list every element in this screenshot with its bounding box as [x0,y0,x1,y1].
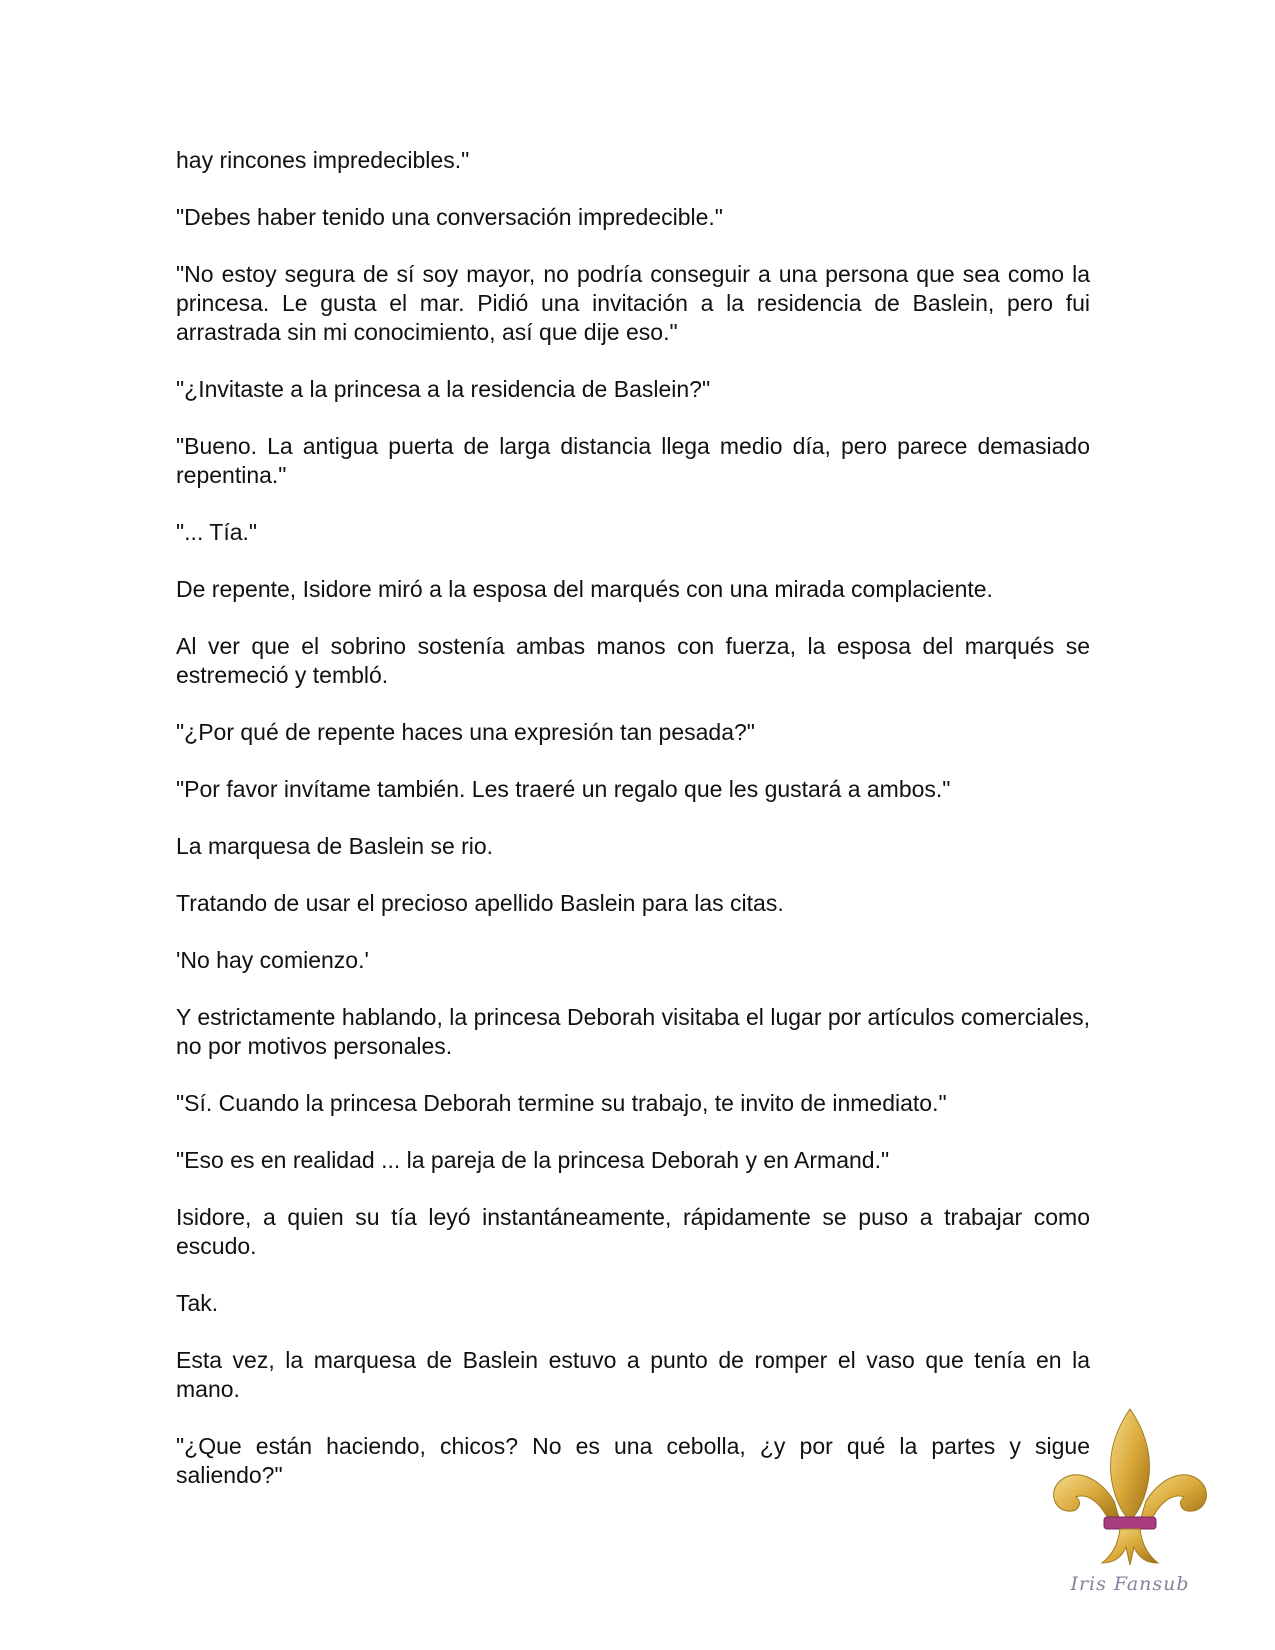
paragraph: "Sí. Cuando la princesa Deborah termine su trabajo, te invito de inmediato." [176,1090,947,1116]
fleur-de-lis-icon [1050,1405,1210,1575]
paragraph: Esta vez, la marquesa de Baslein estuvo a punto de romper el vaso que tenía en la mano. [176,1347,1090,1402]
paragraph: La marquesa de Baslein se rio. [176,833,494,859]
paragraph: "¿Que están haciendo, chicos? No es una cebolla, ¿y por qué la partes y sigue saliendo?" [176,1433,1090,1488]
paragraph: Tratando de usar el precioso apellido Baslein para las citas. [176,890,784,916]
paragraph: "Bueno. La antigua puerta de larga distancia llega medio día, pero parece demasiado repentina." [176,433,1090,488]
paragraph: De repente, Isidore miró a la esposa del marqués con una mirada complaciente. [176,576,993,602]
paragraph: "Debes haber tenido una conversación impredecible." [176,204,723,230]
paragraph: "¿Invitaste a la princesa a la residencia de Baslein?" [176,376,711,402]
paragraph: "¿Por qué de repente haces una expresión tan pesada?" [176,719,755,745]
watermark-logo [1050,1405,1210,1605]
paragraph: Tak. [176,1290,219,1316]
paragraph: "Eso es en realidad ... la pareja de la princesa Deborah y en Armand." [176,1147,890,1173]
paragraph: "No estoy segura de sí soy mayor, no podría conseguir a una persona que sea como la princesa. Le gusta el mar. Pidió una invitación a la residencia de Baslein, pero fui arrastrada sin mi conocimiento, así que dije eso." [176,261,1090,345]
paragraph: hay rincones impredecibles." [176,147,470,173]
document-body [176,146,1090,1518]
paragraph: Y estrictamente hablando, la princesa Deborah visitaba el lugar por artículos comerciales, no por motivos personales. [176,1004,1090,1059]
paragraph: 'No hay comienzo.' [176,947,369,973]
watermark-text: Iris Fansub [1070,1573,1190,1595]
paragraph: "... Tía." [176,519,258,545]
paragraph: Isidore, a quien su tía leyó instantáneamente, rápidamente se puso a trabajar como escudo. [176,1204,1090,1259]
paragraph: Al ver que el sobrino sostenía ambas manos con fuerza, la esposa del marqués se estremeció y tembló. [176,633,1090,688]
paragraph: "Por favor invítame también. Les traeré un regalo que les gustará a ambos." [176,776,951,802]
